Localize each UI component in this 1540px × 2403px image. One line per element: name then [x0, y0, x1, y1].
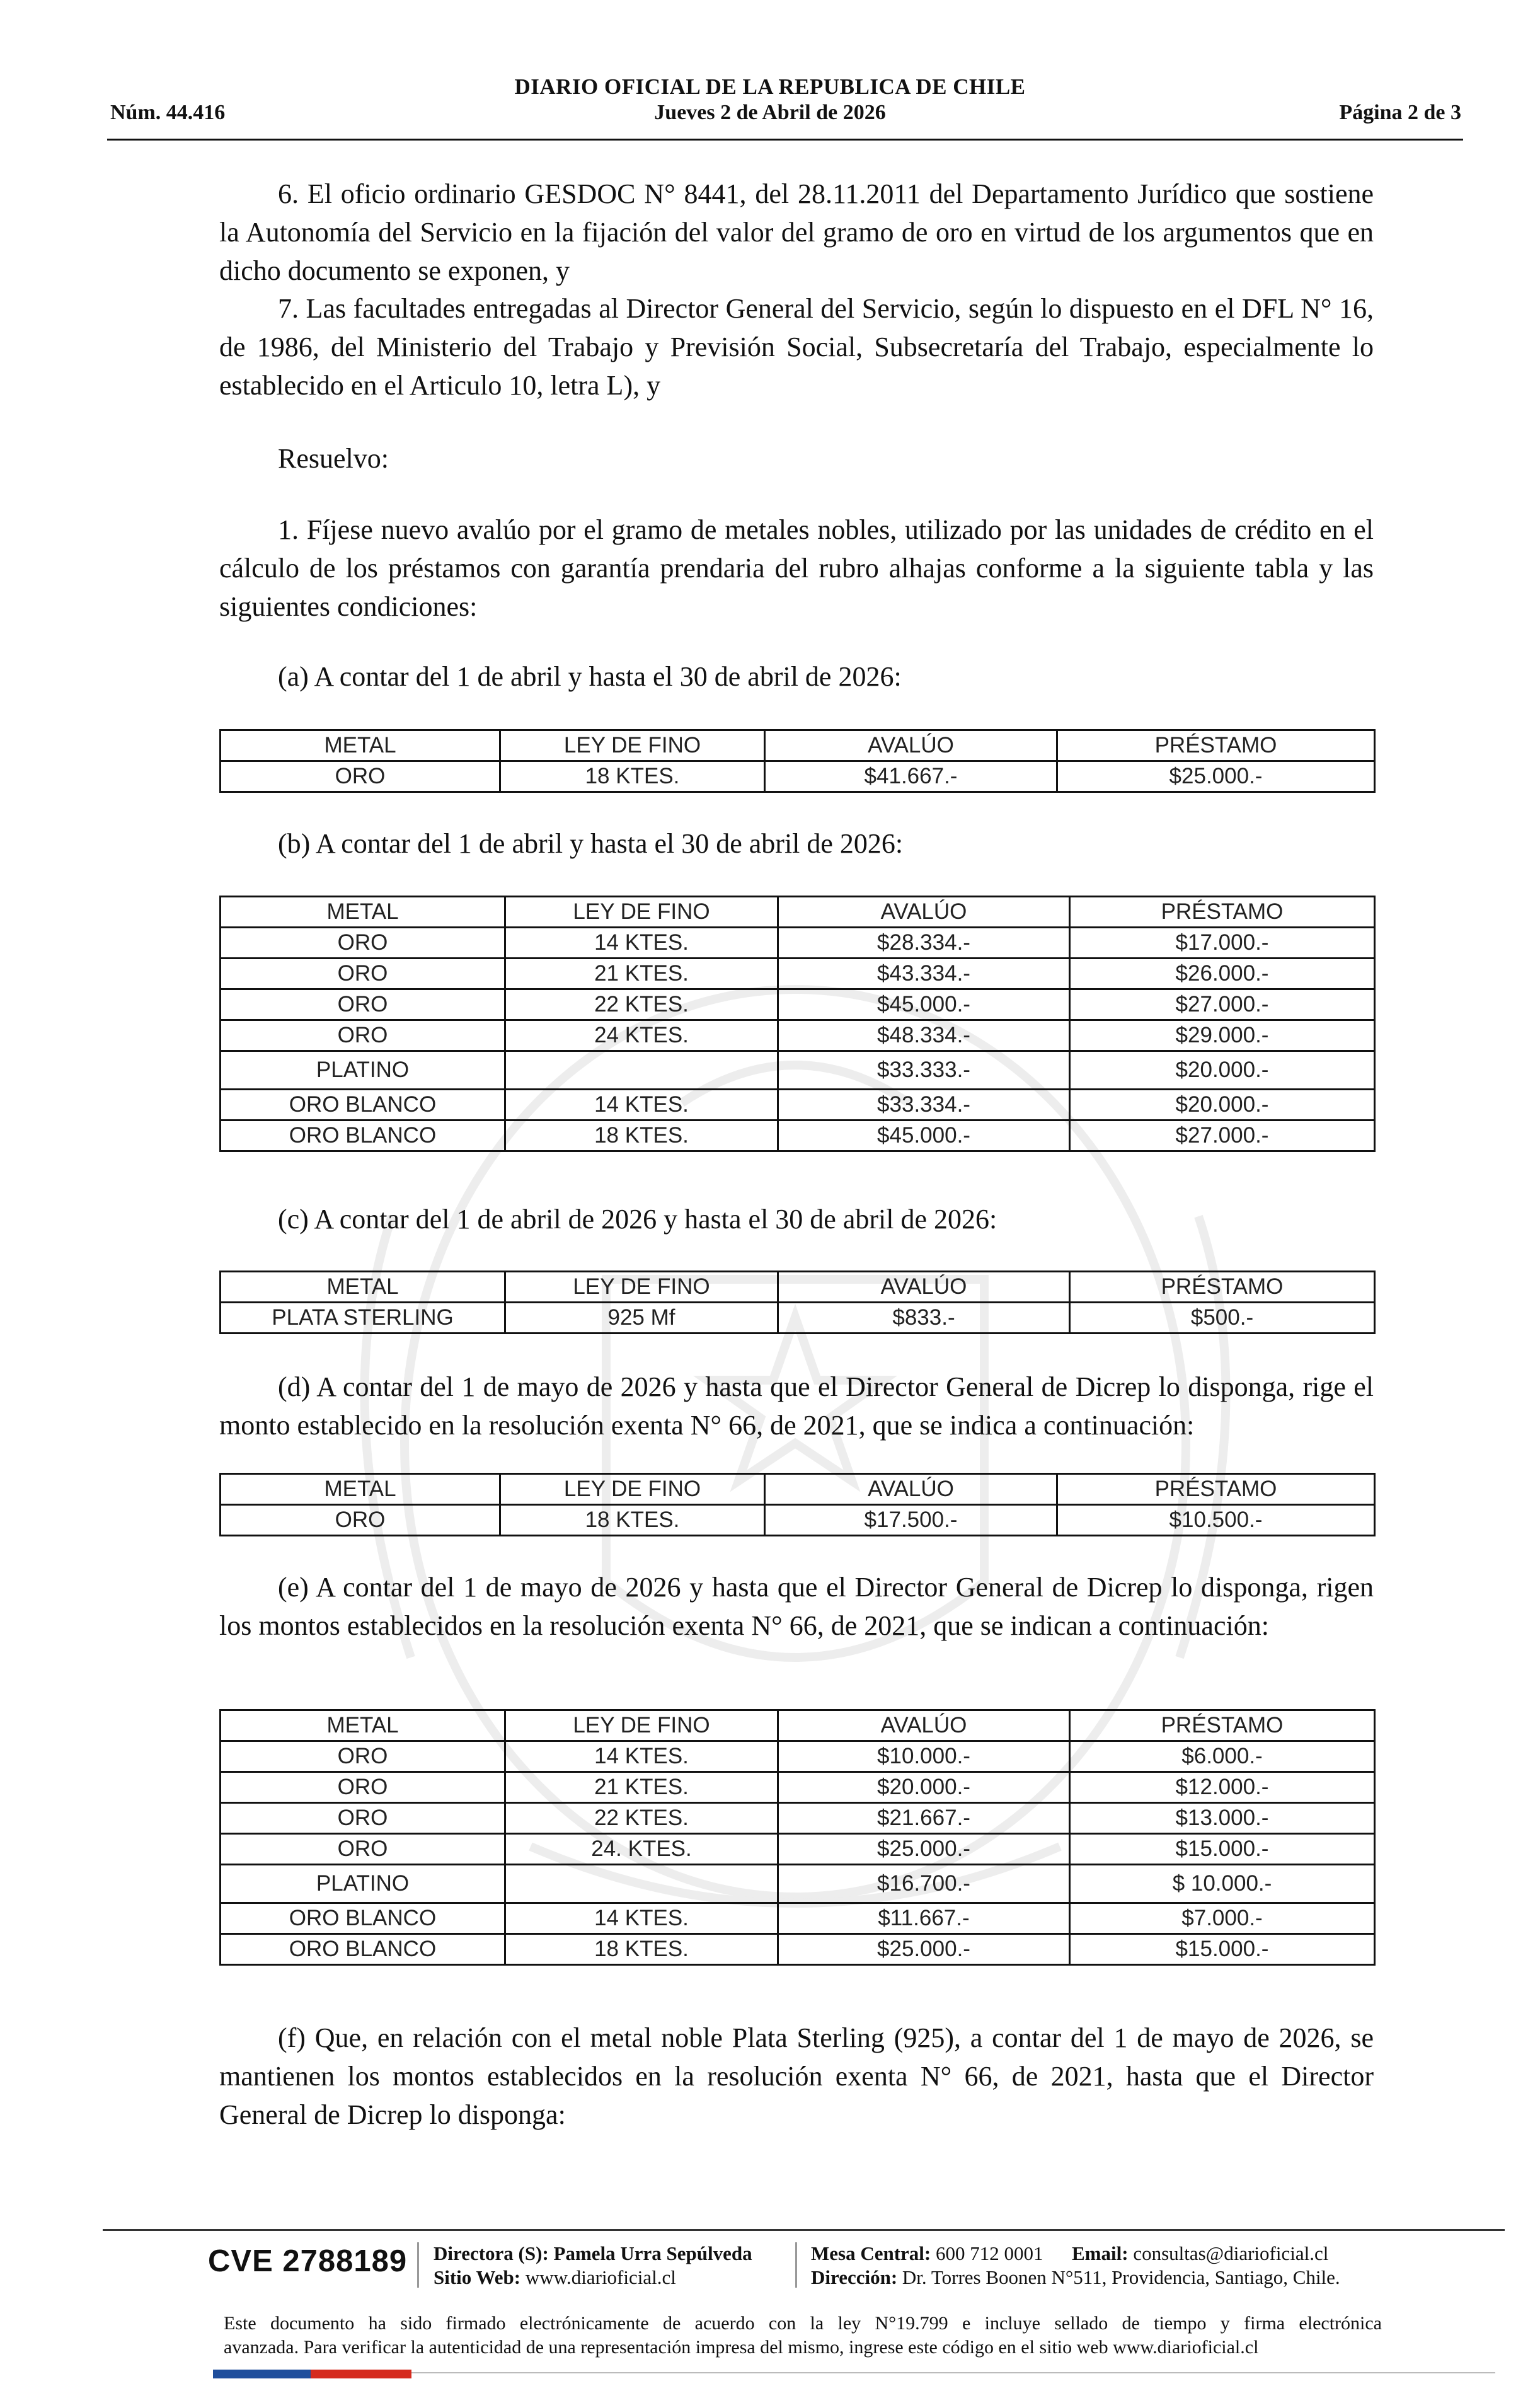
- condition-b: (b) A contar del 1 de abril y hasta el 30 de abril de 2026:: [278, 828, 904, 859]
- cell-ley: 14 KTES.: [505, 1741, 778, 1772]
- footer-divider: [103, 2229, 1505, 2231]
- issue-number: Núm. 44.416: [110, 101, 226, 124]
- table-row: [221, 1303, 1375, 1334]
- cell-avaluo: $20.000.-: [778, 1772, 1070, 1803]
- table-header-row: [221, 1474, 1375, 1505]
- cell-ley: [505, 1865, 778, 1903]
- header-ley-de-fino: LEY DE FINO: [505, 897, 778, 928]
- cell-ley: 925 Mf: [505, 1303, 778, 1334]
- directora-label: Directora (S):: [434, 2242, 549, 2264]
- header-ley-de-fino: LEY DE FINO: [505, 1710, 778, 1741]
- cell-avaluo: $21.667.-: [778, 1803, 1070, 1834]
- cell-prestamo: $15.000.-: [1070, 1934, 1375, 1965]
- cell-prestamo: $27.000.-: [1070, 1121, 1375, 1151]
- cell-metal: ORO BLANCO: [221, 1934, 505, 1965]
- footer-sitio: [434, 2266, 676, 2290]
- header-prestamo: PRÉSTAMO: [1070, 1710, 1375, 1741]
- table-row: [221, 928, 1375, 959]
- table-header-row: [221, 730, 1375, 761]
- cell-prestamo: $15.000.-: [1070, 1834, 1375, 1865]
- cell-prestamo: $ 10.000.-: [1070, 1865, 1375, 1903]
- email-link[interactable]: consultas@diarioficial.cl: [1133, 2242, 1329, 2264]
- cell-metal: ORO: [221, 1803, 505, 1834]
- cell-ley: 18 KTES.: [505, 1934, 778, 1965]
- footer-directora: [434, 2242, 752, 2266]
- table-row: [221, 1020, 1375, 1051]
- header-metal: METAL: [221, 1474, 500, 1505]
- cell-prestamo: $12.000.-: [1070, 1772, 1375, 1803]
- footer-separator: [795, 2242, 797, 2288]
- cell-metal: ORO: [221, 1772, 505, 1803]
- header-avaluo: AVALÚO: [765, 1474, 1057, 1505]
- table-header-row: [221, 1272, 1375, 1303]
- page-number: Página 2 de 3: [1339, 101, 1461, 124]
- cell-prestamo: $20.000.-: [1070, 1090, 1375, 1121]
- cell-metal: ORO BLANCO: [221, 1903, 505, 1934]
- cell-ley: 14 KTES.: [505, 1090, 778, 1121]
- paragraph-6: 6. El oficio ordinario GESDOC N° 8441, del 28.11.2011 del Departamento Jurídico que sostiene la Autonomía del Servicio en la fijación del valor del gramo de oro en virtud de los argumentos que en dicho documento se exponen, y: [219, 178, 1374, 286]
- table-a: [219, 729, 1376, 793]
- cell-metal: ORO: [221, 1834, 505, 1865]
- header-prestamo: PRÉSTAMO: [1070, 1272, 1375, 1303]
- table-row: [221, 989, 1375, 1020]
- header-ley-de-fino: LEY DE FINO: [500, 1474, 765, 1505]
- footer-mesa: [811, 2242, 1328, 2266]
- cell-prestamo: $6.000.-: [1070, 1741, 1375, 1772]
- cell-avaluo: $11.667.-: [778, 1903, 1070, 1934]
- cell-avaluo: $25.000.-: [778, 1934, 1070, 1965]
- header-prestamo: PRÉSTAMO: [1057, 730, 1375, 761]
- cell-prestamo: $20.000.-: [1070, 1051, 1375, 1090]
- cell-prestamo: $27.000.-: [1070, 989, 1375, 1020]
- cell-ley: 22 KTES.: [505, 1803, 778, 1834]
- header-divider: [107, 139, 1463, 141]
- table-row: [221, 1772, 1375, 1803]
- cell-prestamo: $26.000.-: [1070, 959, 1375, 989]
- header-metal: METAL: [221, 730, 500, 761]
- header-title: DIARIO OFICIAL DE LA REPUBLICA DE CHILE: [514, 74, 1026, 99]
- cell-ley: [505, 1051, 778, 1090]
- condition-e: (e) A contar del 1 de mayo de 2026 y hasta que el Director General de Dicrep lo disponga, rigen los montos establecidos en la resolución exenta N° 66, de 2021, que se indican a continuación:: [219, 1572, 1374, 1641]
- table-row: [221, 1834, 1375, 1865]
- cell-metal: PLATINO: [221, 1865, 505, 1903]
- cell-ley: 21 KTES.: [505, 1772, 778, 1803]
- cell-prestamo: $10.500.-: [1057, 1505, 1375, 1536]
- cell-metal: PLATA STERLING: [221, 1303, 505, 1334]
- cell-ley: 14 KTES.: [505, 1903, 778, 1934]
- condition-a: (a) A contar del 1 de abril y hasta el 30 de abril de 2026:: [278, 661, 902, 692]
- table-row: [221, 1934, 1375, 1965]
- cell-ley: 18 KTES.: [505, 1121, 778, 1151]
- cell-metal: ORO: [221, 928, 505, 959]
- cell-metal: ORO: [221, 1020, 505, 1051]
- header-avaluo: AVALÚO: [778, 897, 1070, 928]
- cell-prestamo: $7.000.-: [1070, 1903, 1375, 1934]
- table-row: [221, 1121, 1375, 1151]
- cell-metal: ORO: [221, 989, 505, 1020]
- cell-avaluo: $41.667.-: [765, 761, 1057, 792]
- table-header-row: [221, 1710, 1375, 1741]
- cell-avaluo: $25.000.-: [778, 1834, 1070, 1865]
- cell-avaluo: $10.000.-: [778, 1741, 1070, 1772]
- cell-ley: 22 KTES.: [505, 989, 778, 1020]
- directora-value: Pamela Urra Sepúlveda: [553, 2242, 752, 2264]
- flag-stripe-blue: [213, 2370, 311, 2378]
- cell-metal: ORO: [221, 1741, 505, 1772]
- condition-c: (c) A contar del 1 de abril de 2026 y hasta el 30 de abril de 2026:: [278, 1204, 997, 1235]
- cell-avaluo: $28.334.-: [778, 928, 1070, 959]
- cell-metal: ORO: [221, 761, 500, 792]
- cell-ley: 18 KTES.: [500, 761, 765, 792]
- condition-f: (f) Que, en relación con el metal noble Plata Sterling (925), a contar del 1 de mayo de 2026, se mantienen los montos establecidos en la resolución exenta N° 66, de 2021, hasta que el Director General de Dicrep lo disponga:: [219, 2022, 1374, 2130]
- issue-date: Jueves 2 de Abril de 2026: [654, 101, 886, 124]
- direccion-value: Dr. Torres Boonen N°511, Providencia, Santiago, Chile.: [902, 2266, 1340, 2288]
- cell-prestamo: $17.000.-: [1070, 928, 1375, 959]
- table-row: [221, 1090, 1375, 1121]
- cell-prestamo: $29.000.-: [1070, 1020, 1375, 1051]
- header-metal: METAL: [221, 1710, 505, 1741]
- sitio-link[interactable]: www.diarioficial.cl: [525, 2266, 676, 2288]
- resuelvo-heading: Resuelvo:: [278, 443, 389, 474]
- paragraph-1: 1. Fíjese nuevo avalúo por el gramo de metales nobles, utilizado por las unidades de crédito en el cálculo de los préstamos con garantía prendaria del rubro alhajas conforme a la siguiente tabla y las siguientes condiciones:: [219, 514, 1374, 622]
- footer-separator: [417, 2242, 419, 2288]
- table-row: [221, 761, 1375, 792]
- header-prestamo: PRÉSTAMO: [1057, 1474, 1375, 1505]
- cell-avaluo: $33.333.-: [778, 1051, 1070, 1090]
- header-ley-de-fino: LEY DE FINO: [500, 730, 765, 761]
- cell-prestamo: $500.-: [1070, 1303, 1375, 1334]
- cell-avaluo: $833.-: [778, 1303, 1070, 1334]
- cell-metal: PLATINO: [221, 1051, 505, 1090]
- legal-notice-line-1: Este documento ha sido firmado electrónicamente de acuerdo con la ley N°19.799 e incluye sellado de tiempo y firma electrónica: [224, 2313, 1382, 2334]
- table-row: [221, 1505, 1375, 1536]
- table-d: [219, 1473, 1376, 1536]
- condition-d: (d) A contar del 1 de mayo de 2026 y hasta que el Director General de Dicrep lo disponga, rige el monto establecido en la resolución exenta N° 66, de 2021, que se indica a continuación:: [219, 1371, 1374, 1441]
- cell-avaluo: $16.700.-: [778, 1865, 1070, 1903]
- cell-ley: 18 KTES.: [500, 1505, 765, 1536]
- cell-metal: ORO: [221, 1505, 500, 1536]
- cell-avaluo: $45.000.-: [778, 1121, 1070, 1151]
- cell-avaluo: $17.500.-: [765, 1505, 1057, 1536]
- cell-metal: ORO: [221, 959, 505, 989]
- table-row: [221, 1865, 1375, 1903]
- mesa-label: Mesa Central:: [811, 2242, 931, 2264]
- table-row: [221, 1051, 1375, 1090]
- cell-ley: 24. KTES.: [505, 1834, 778, 1865]
- paragraph-7: 7. Las facultades entregadas al Director General del Servicio, según lo dispuesto en el DFL N° 16, de 1986, del Ministerio del Trabajo y Previsión Social, Subsecretaría del Trabajo, especialmente lo establecido en el Articulo 10, letra L), y: [219, 293, 1374, 401]
- header-metal: METAL: [221, 897, 505, 928]
- cell-avaluo: $48.334.-: [778, 1020, 1070, 1051]
- header-avaluo: AVALÚO: [765, 730, 1057, 761]
- cell-ley: 24 KTES.: [505, 1020, 778, 1051]
- table-row: [221, 1803, 1375, 1834]
- cell-ley: 14 KTES.: [505, 928, 778, 959]
- table-header-row: [221, 897, 1375, 928]
- cell-prestamo: $25.000.-: [1057, 761, 1375, 792]
- table-e: [219, 1709, 1376, 1966]
- direccion-label: Dirección:: [811, 2266, 898, 2288]
- table-c: [219, 1271, 1376, 1334]
- cell-prestamo: $13.000.-: [1070, 1803, 1375, 1834]
- mesa-value: 600 712 0001: [936, 2242, 1043, 2264]
- legal-notice-line-2: avanzada. Para verificar la autenticidad de una representación impresa del mismo, ingrese este código en el sitio web www.diarioficial.cl: [224, 2337, 1259, 2358]
- cell-avaluo: $33.334.-: [778, 1090, 1070, 1121]
- cell-metal: ORO BLANCO: [221, 1121, 505, 1151]
- header-prestamo: PRÉSTAMO: [1070, 897, 1375, 928]
- header-ley-de-fino: LEY DE FINO: [505, 1272, 778, 1303]
- table-row: [221, 1903, 1375, 1934]
- header-metal: METAL: [221, 1272, 505, 1303]
- cell-avaluo: $45.000.-: [778, 989, 1070, 1020]
- cve-code: CVE 2788189: [208, 2244, 408, 2278]
- header-avaluo: AVALÚO: [778, 1710, 1070, 1741]
- cell-ley: 21 KTES.: [505, 959, 778, 989]
- table-row: [221, 1741, 1375, 1772]
- cell-avaluo: $43.334.-: [778, 959, 1070, 989]
- flag-stripe-red: [311, 2370, 411, 2378]
- email-label: Email:: [1072, 2242, 1129, 2264]
- footer-direccion: [811, 2266, 1340, 2290]
- table-b: [219, 896, 1376, 1152]
- header-avaluo: AVALÚO: [778, 1272, 1070, 1303]
- table-row: [221, 959, 1375, 989]
- sitio-label: Sitio Web:: [434, 2266, 521, 2288]
- cell-metal: ORO BLANCO: [221, 1090, 505, 1121]
